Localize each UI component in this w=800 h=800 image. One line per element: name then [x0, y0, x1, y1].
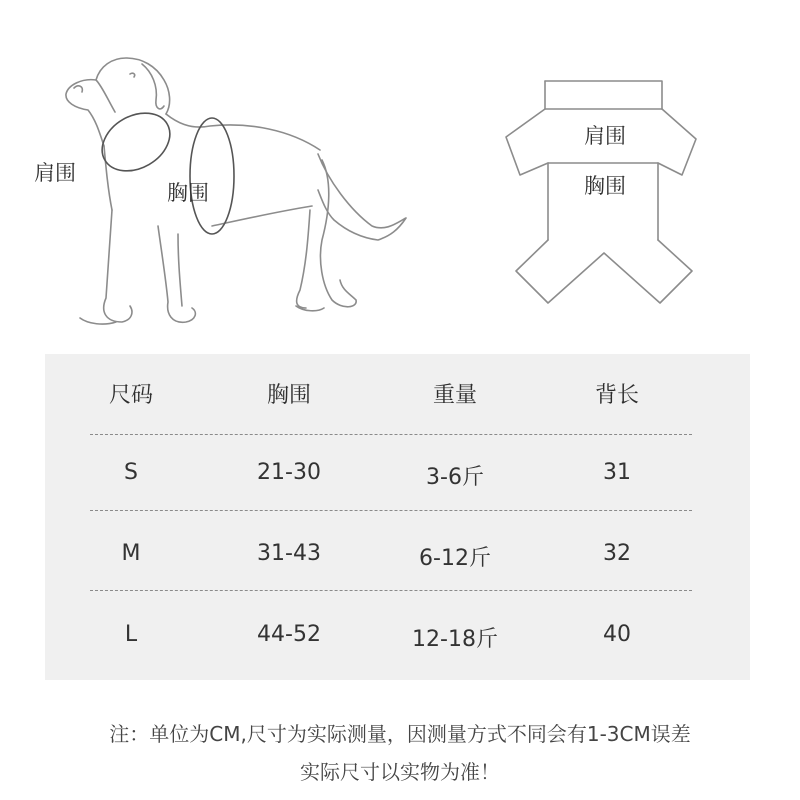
table-row-s-weight: 3-6斤 — [426, 465, 484, 490]
dog-illustration — [60, 50, 430, 330]
header-size: 尺码 — [108, 383, 154, 408]
table-divider — [90, 510, 692, 511]
table-row-m-back-length: 32 — [603, 541, 631, 566]
table-row-l-size: L — [124, 622, 138, 647]
garment-chest-label: 胸围 — [584, 174, 626, 198]
table-row-m-chest: 31-43 — [257, 541, 321, 566]
header-weight: 重量 — [432, 383, 478, 408]
table-row-l-weight: 12-18斤 — [412, 627, 498, 652]
table-row-m-size: M — [121, 541, 141, 566]
dog-shoulder-label: 肩围 — [34, 161, 76, 185]
size-table — [45, 354, 750, 680]
table-row-l-back-length: 40 — [603, 622, 631, 647]
table-row-l-chest: 44-52 — [257, 622, 321, 647]
table-row-s-back-length: 31 — [603, 460, 631, 485]
header-chest: 胸围 — [266, 383, 312, 408]
table-row-s-chest: 21-30 — [257, 460, 321, 485]
table-row-s-size: S — [124, 460, 138, 485]
table-divider — [90, 590, 692, 591]
header-back-length: 背长 — [594, 383, 640, 408]
table-divider — [90, 434, 692, 435]
table-row-m-weight: 6-12斤 — [419, 546, 491, 571]
measurement-note: 注：单位为CM,尺寸为实际测量，因测量方式不同会有1-3CM误差 — [109, 722, 691, 746]
garment-shoulder-label: 肩围 — [584, 124, 626, 148]
measurement-disclaimer: 实际尺寸以实物为准！ — [300, 760, 500, 784]
dog-chest-label: 胸围 — [167, 181, 209, 205]
